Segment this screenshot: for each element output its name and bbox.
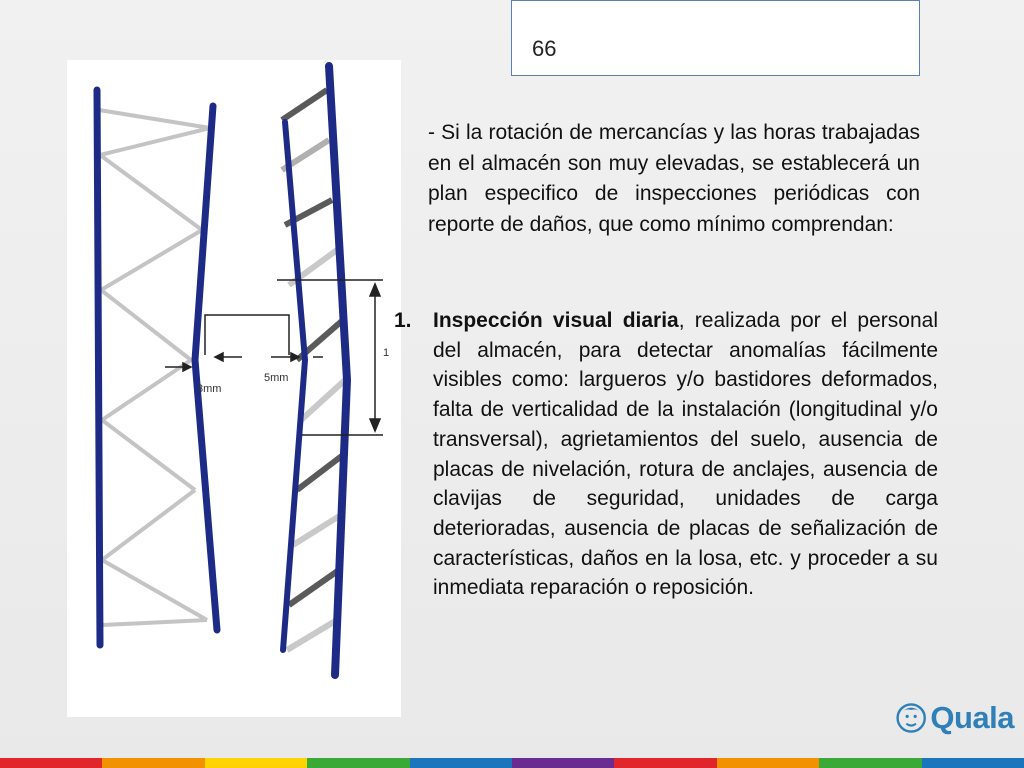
color-bar-segment [102,758,204,768]
lion-face-icon [896,698,926,738]
intro-paragraph: - Si la rotación de mercancías y las horas trabajadas en el almacén son muy elevadas, se establecerá un plan especifico de inspecciones periódicas con reporte de daños, que como mínimo comprendan: [428,121,920,236]
color-bar-segment [922,758,1024,768]
left-frame-uprights [97,90,217,645]
inspection-list [394,306,938,603]
rack-frames-drawing [67,60,401,717]
page-number-box [511,0,920,76]
list-item-text: , realizada por el personal del almacén, para detectar anomalías fácilmente visibles como: largueros y/o bastidores deformados, falta de verticalidad de la instalación (longitudinal y/o transversal), agrietamientos del suelo, ausencia de placas de nivelación, rotura de anclajes, ausencia de clavijas de seguridad, unidades de carga deterioradas, ausencia de placas de señalización de características, daños en la losa, etc. y proceder a su inmediata reparación o reposición. [433,309,938,600]
list-item [394,306,938,603]
color-bar-segment [614,758,716,768]
rack-deformation-figure [67,60,401,717]
offset-left-label: 3mm [197,383,222,395]
color-bar-segment [410,758,512,768]
color-bar-segment [819,758,921,768]
company-logo [896,692,1014,744]
page-number: 66 [532,36,557,61]
logo-text: Quala [930,700,1014,735]
offset-right-label: 5mm [264,372,289,384]
list-item-number: 1. [394,309,412,332]
color-bar-segment [512,758,614,768]
color-bar-segment [307,758,409,768]
list-item-title: Inspección visual diaria [433,309,679,332]
bottom-color-bar [0,758,1024,768]
color-bar-segment [0,758,102,768]
height-label: 1 [383,347,390,359]
color-bar-segment [205,758,307,768]
color-bar-segment [717,758,819,768]
